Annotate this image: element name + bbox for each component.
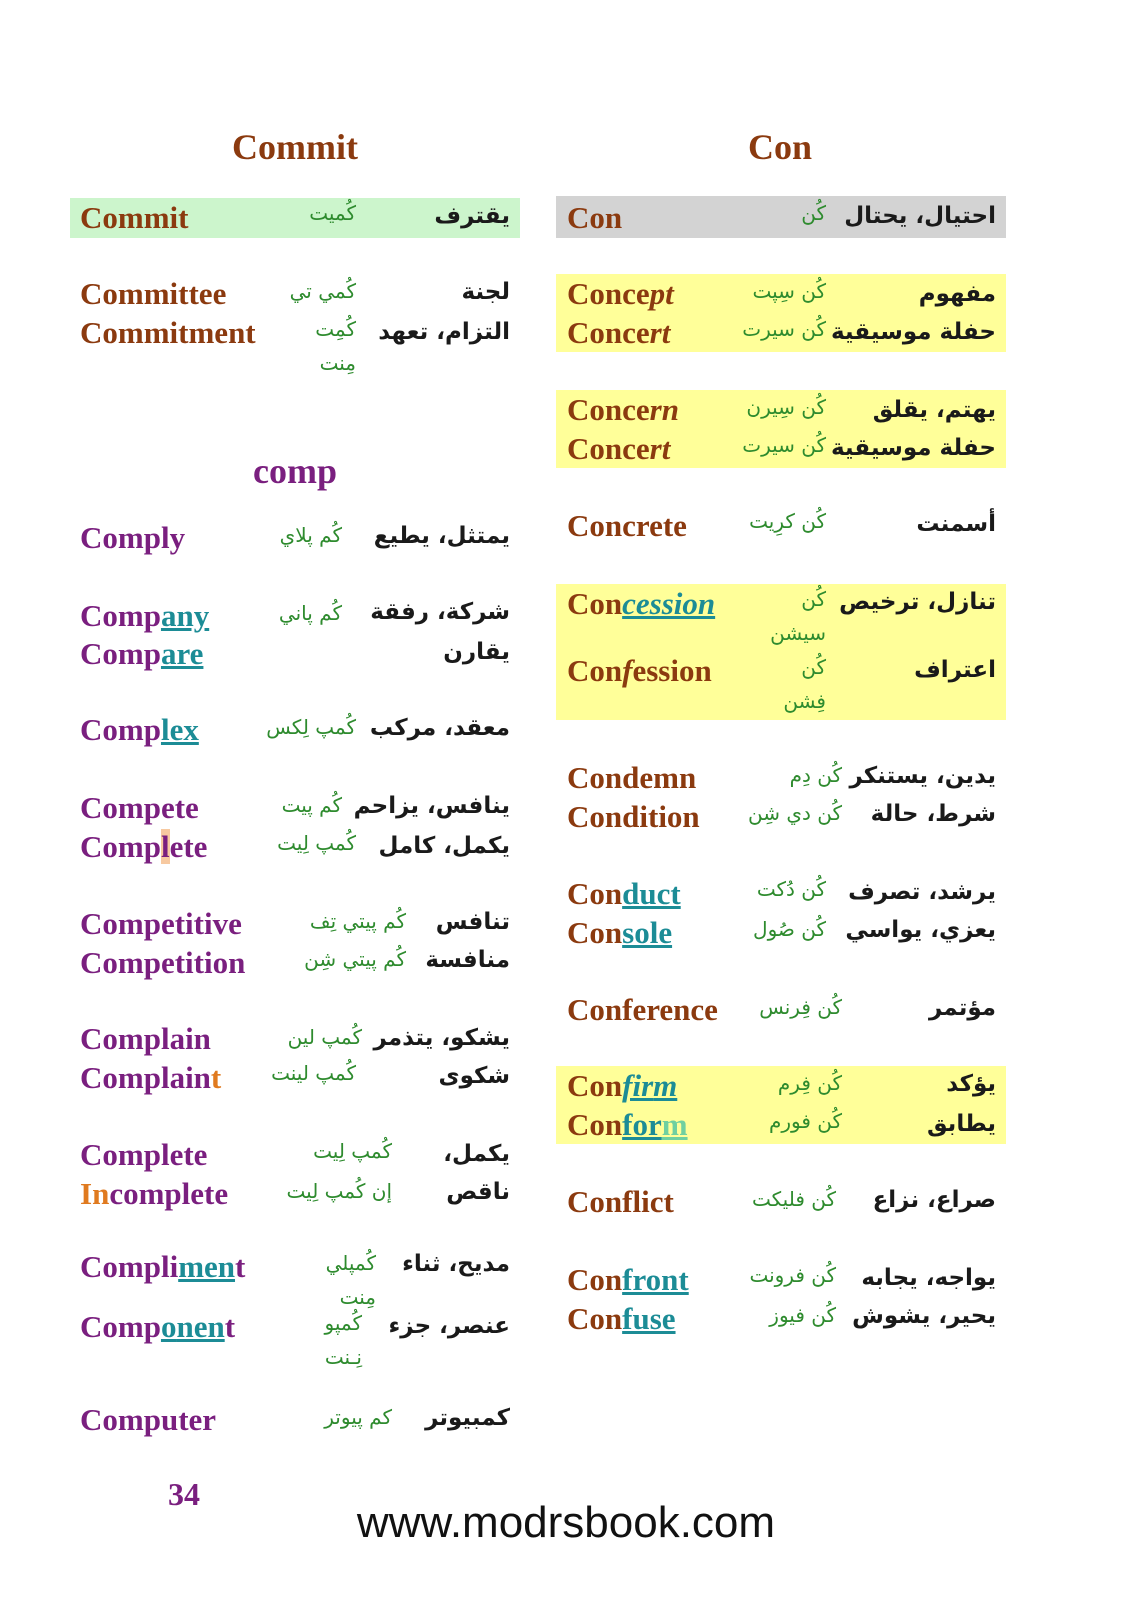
entry-complete2-ar: يكمل، bbox=[443, 1141, 510, 1167]
entry-competition-ar: منافسة bbox=[425, 947, 510, 973]
entry-competitive-ar: تنافس bbox=[435, 909, 510, 935]
entry-company-ar: شركة، رفقة bbox=[370, 599, 510, 625]
entry-compliment-translit: كُمپلي مِنت bbox=[325, 1251, 376, 1309]
entry-compete-translit: كُم پيت bbox=[281, 793, 342, 817]
entry-conference-en: Conference bbox=[567, 992, 718, 1027]
entry-console-translit: كُن صُول bbox=[753, 917, 826, 941]
entry-comply-en: Comply bbox=[80, 520, 186, 555]
entry-concert1-en: Concert bbox=[567, 315, 671, 350]
entry-computer-en: Computer bbox=[80, 1402, 217, 1437]
entry-concert1-ar: حفلة موسيقية bbox=[830, 319, 996, 345]
entry-comply-ar: يمتثل، يطيع bbox=[373, 523, 510, 549]
entry-conference-ar: مؤتمر bbox=[928, 995, 996, 1021]
entry-confession-translit: كُن فِشن bbox=[783, 655, 826, 713]
entry-con-translit: كُن bbox=[801, 201, 826, 225]
entry-commitment-ar: التزام، تعهد bbox=[378, 319, 510, 345]
entry-concession-translit: كُن سيشن bbox=[770, 587, 826, 645]
entry-complete-ar: يكمل، كامل bbox=[378, 833, 510, 859]
entry-confuse-ar: يحير، يشوش bbox=[852, 1303, 996, 1329]
entry-competitive-translit: كُم پيتي تِف bbox=[309, 909, 406, 933]
website-url: www.modrsbook.com bbox=[356, 1498, 776, 1547]
entry-confession-ar: اعتراف bbox=[914, 657, 996, 683]
entry-conflict-ar: صراع، نزاع bbox=[872, 1187, 996, 1213]
entry-compare-en: Compare bbox=[80, 636, 204, 671]
entry-commit-en: Commit bbox=[80, 200, 189, 235]
entry-complaint-en: Complaint bbox=[80, 1060, 222, 1095]
entry-condition-ar: شرط، حالة bbox=[870, 801, 996, 827]
entry-compete-en: Compete bbox=[80, 790, 199, 825]
entry-commit-translit: كُميت bbox=[309, 201, 356, 225]
entry-confirm-en: Confirm bbox=[567, 1068, 678, 1103]
entry-concert1-translit: كُن سيرت bbox=[742, 317, 826, 341]
entry-compare-ar: يقارن bbox=[443, 639, 510, 665]
entry-confuse-translit: كُن فيوز bbox=[769, 1303, 836, 1327]
entry-conduct-en: Conduct bbox=[567, 876, 681, 911]
entry-confront-ar: يواجه، يجابه bbox=[861, 1265, 996, 1291]
entry-con-en: Con bbox=[567, 200, 623, 235]
entry-concert2-translit: كُن سيرت bbox=[742, 433, 826, 457]
entry-condemn-en: Condemn bbox=[567, 760, 697, 795]
entry-concept-translit: كُن سِپت bbox=[752, 279, 826, 303]
entry-confirm-ar: يؤكد bbox=[946, 1071, 996, 1097]
entry-concern-translit: كُن سِيرن bbox=[746, 395, 826, 419]
entry-comply-translit: كُم پلاي bbox=[279, 523, 342, 547]
entry-company-translit: كُم پاني bbox=[278, 601, 342, 625]
entry-con-ar: احتيال، يحتال bbox=[844, 203, 996, 229]
entry-conform-translit: كُن فورم bbox=[768, 1109, 842, 1133]
entry-competition-en: Competition bbox=[80, 945, 246, 980]
entry-conform-ar: يطابق bbox=[926, 1111, 996, 1137]
entry-concession-ar: تنازل، ترخيص bbox=[839, 589, 996, 615]
entry-committee-ar: لجنة bbox=[461, 279, 510, 305]
entry-competitive-en: Competitive bbox=[80, 906, 242, 941]
entry-confront-en: Confront bbox=[567, 1262, 689, 1297]
entry-complain-ar: يشكو، يتذمر bbox=[373, 1025, 510, 1051]
entry-complaint-translit: كُمپ لينت bbox=[271, 1061, 356, 1085]
right-column-title: Con bbox=[747, 127, 813, 167]
entry-complain-translit: كُمپ لين bbox=[287, 1025, 362, 1049]
entry-condemn-translit: كُن دِم bbox=[789, 763, 842, 787]
entry-console-ar: يعزي، يواسي bbox=[845, 917, 996, 943]
entry-committee-en: Committee bbox=[80, 276, 227, 311]
entry-incomplete-ar: ناقص bbox=[446, 1179, 510, 1205]
entry-component-translit: كُمپو نِـنت bbox=[324, 1311, 362, 1369]
entry-conference-translit: كُن فِرنس bbox=[759, 995, 842, 1019]
entry-concert2-en: Concert bbox=[567, 431, 671, 466]
entry-incomplete-translit: إن كُمپ لِيت bbox=[286, 1179, 392, 1203]
entry-condemn-ar: يدين، يستنكر bbox=[849, 763, 996, 789]
entry-concern-ar: يهتم، يقلق bbox=[872, 397, 996, 423]
entry-confession-en: Confession bbox=[567, 653, 712, 688]
entry-confuse-en: Confuse bbox=[567, 1301, 676, 1336]
entry-complete2-en: Complete bbox=[80, 1137, 208, 1172]
entry-console-en: Console bbox=[567, 915, 673, 950]
entry-complex-translit: كُمپ لِكس bbox=[266, 715, 356, 739]
page-number: 34 bbox=[168, 1476, 200, 1512]
entry-commitment-translit: كُمِت مِنت bbox=[315, 317, 356, 375]
entry-competition-translit: كُم پيتي شِن bbox=[304, 947, 406, 971]
entry-committee-translit: كُمي تي bbox=[289, 279, 356, 303]
left-column-title: Commit bbox=[232, 127, 358, 167]
entry-complain-en: Complain bbox=[80, 1021, 211, 1056]
entry-complete-translit: كُمپ لِيت bbox=[277, 831, 356, 855]
entry-component-ar: عنصر، جزء bbox=[388, 1313, 510, 1339]
entry-complex-ar: معقد، مركب bbox=[369, 715, 510, 741]
entry-complex-en: Complex bbox=[80, 712, 199, 747]
entry-confront-translit: كُن فرونت bbox=[749, 1263, 836, 1287]
entry-concrete-ar: أسمنت bbox=[916, 511, 996, 537]
entry-complete2-translit: كُمپ لِيت bbox=[313, 1139, 392, 1163]
entry-commit-ar: يقترف bbox=[434, 203, 510, 229]
entry-concrete-en: Concrete bbox=[567, 508, 687, 543]
entry-commitment-en: Commitment bbox=[80, 315, 256, 350]
entry-compliment-ar: مديح، ثناء bbox=[402, 1251, 510, 1277]
entry-conflict-en: Conflict bbox=[567, 1184, 674, 1219]
entry-compete-ar: ينافس، يزاحم bbox=[353, 793, 510, 819]
entry-concession-en: Concession bbox=[567, 586, 716, 621]
entry-conduct-translit: كُن دُكت bbox=[756, 877, 826, 901]
entry-confirm-translit: كُن فِرم bbox=[777, 1071, 842, 1095]
entry-concept-ar: مفهوم bbox=[918, 281, 996, 307]
entry-concern-en: Concern bbox=[567, 392, 679, 427]
entry-incomplete-en: Incomplete bbox=[80, 1176, 229, 1211]
entry-computer-ar: كمبيوتر bbox=[425, 1405, 510, 1431]
entry-conform-en: Conform bbox=[567, 1107, 688, 1142]
entry-conduct-ar: يرشد، تصرف bbox=[848, 879, 996, 905]
entry-computer-translit: كم پيوتر bbox=[324, 1405, 392, 1429]
entry-condition-translit: كُن دي شِن bbox=[747, 801, 842, 825]
comp-subheading: comp bbox=[253, 451, 337, 491]
entry-concept-en: Concept bbox=[567, 276, 674, 311]
entry-condition-en: Condition bbox=[567, 799, 700, 834]
entry-component-en: Component bbox=[80, 1309, 236, 1344]
entry-concert2-ar: حفلة موسيقية bbox=[830, 435, 996, 461]
entry-compliment-en: Compliment bbox=[80, 1249, 246, 1284]
entry-conflict-translit: كُن فليكت bbox=[751, 1187, 836, 1211]
entry-complete-en: Complete bbox=[80, 829, 208, 864]
entry-company-en: Company bbox=[80, 598, 210, 633]
entry-concrete-translit: كُن كرِيت bbox=[749, 509, 826, 533]
entry-complaint-ar: شكوى bbox=[438, 1063, 510, 1089]
